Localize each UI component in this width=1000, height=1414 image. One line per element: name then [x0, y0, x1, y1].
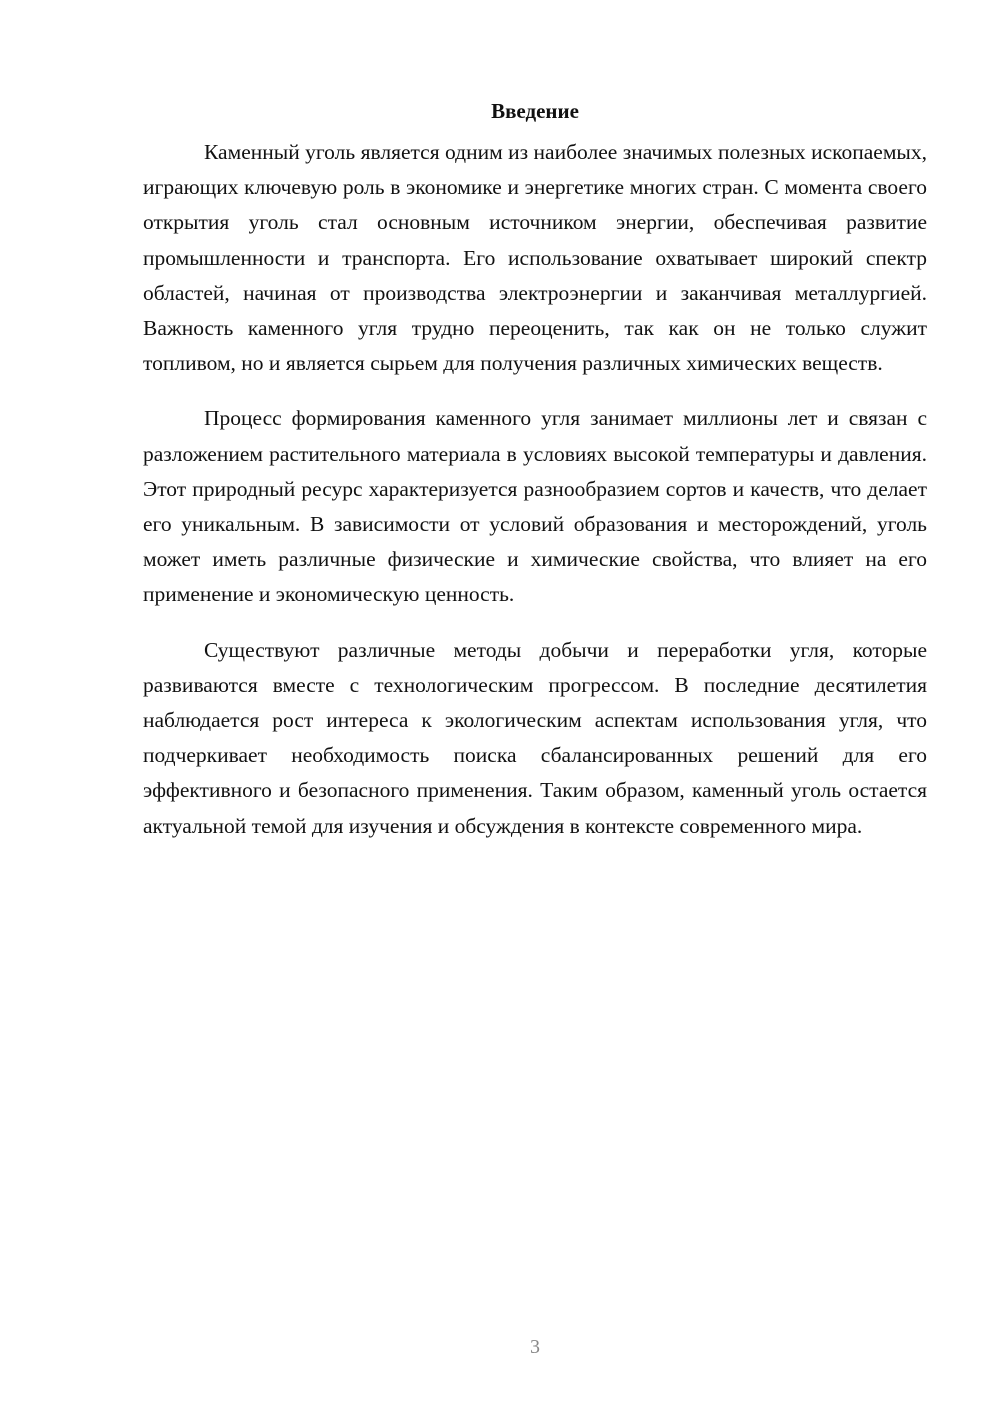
paragraph-2: Процесс формирования каменного угля занимает миллионы лет и связан с разложением растительного материала в условиях высокой температуры и давления. Этот природный ресурс характеризуется разнообразием сортов и качеств, что делает его уникальным. В зависимости от условий образования и месторождений, уголь может иметь различные физические и химические свойства, что влияет на его применение и экономическую ценность. [143, 406, 927, 607]
paragraph-3: Существуют различные методы добычи и переработки угля, которые развиваются вместе с технологическим прогрессом. В последние десятилетия наблюдается рост интереса к экологическим аспектам использования угля, что подчеркивает необходимость поиска сбалансированных решений для его эффективного и безопасного применения. Таким образом, каменный уголь остается актуальной темой для изучения и обсуждения в контексте современного мира. [143, 637, 927, 838]
paragraph-1: Каменный уголь является одним из наиболее значимых полезных ископаемых, играющих ключевую роль в экономике и энергетике многих стран. С момента своего открытия уголь стал основным источником энергии, обеспечивая развитие промышленности и транспорта. Его использование охватывает широкий спектр областей, начиная от производства электроэнергии и заканчивая металлургией. Важность каменного угля трудно переоценить, так как он не только служит топливом, но и является сырьем для получения различных химических веществ. [143, 140, 927, 376]
page-content [143, 97, 927, 864]
page-number: 3 [530, 1336, 540, 1358]
section-heading: Введение [491, 99, 579, 123]
